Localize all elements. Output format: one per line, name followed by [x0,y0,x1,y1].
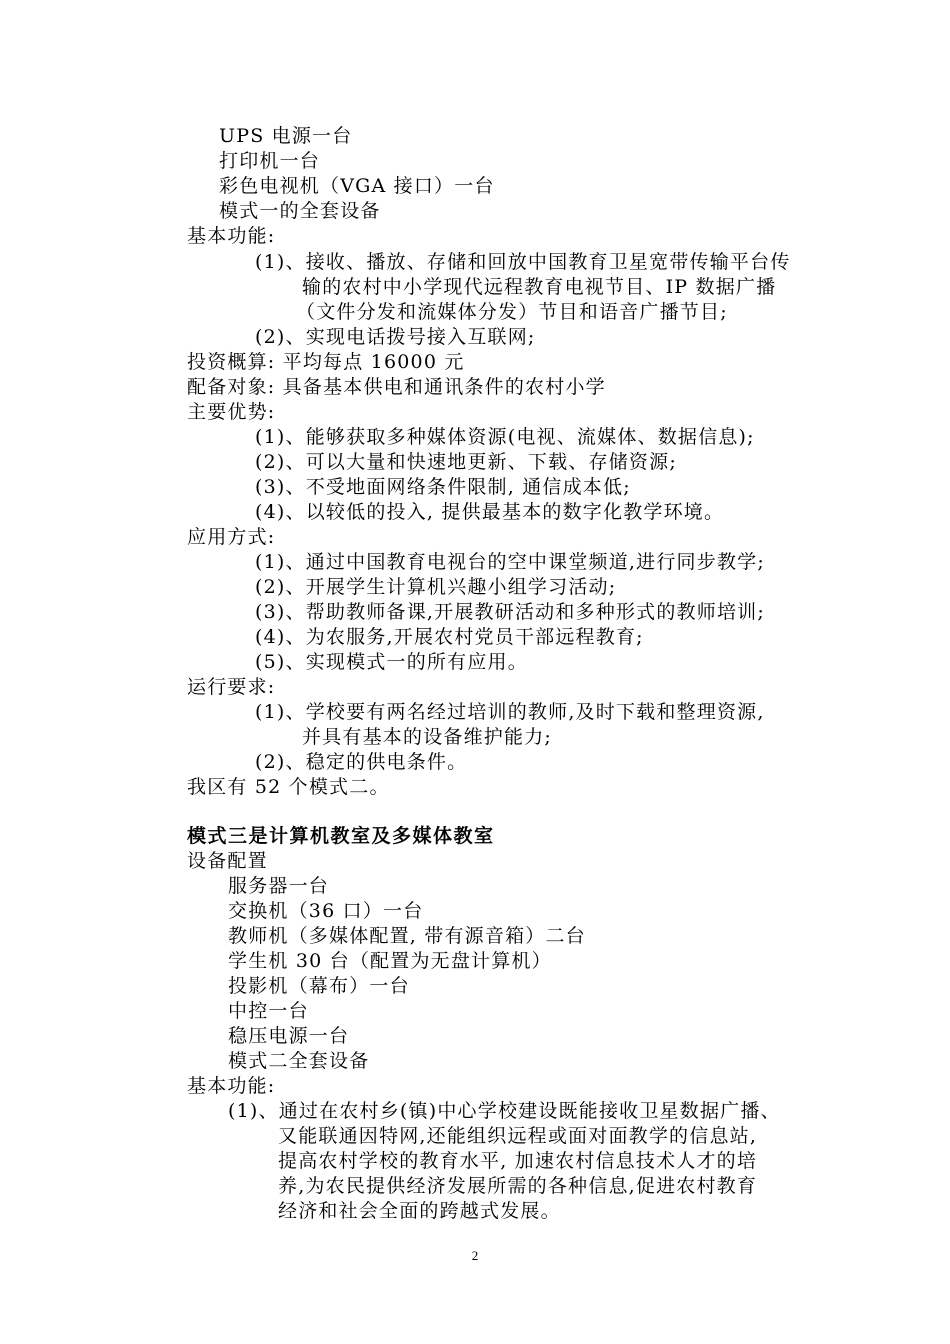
function-item: (1)、通过在农村乡(镇)中心学校建设既能接收卫星数据广播、 [228,1100,781,1122]
application-item: (1)、通过中国教育电视台的空中课堂频道,进行同步教学; [255,551,765,573]
application-item: (2)、开展学生计算机兴趣小组学习活动; [255,576,617,598]
section-label: 运行要求: [187,676,276,698]
function-item: 输的农村中小学现代远程教育电视节目、IP 数据广播 [302,276,777,298]
advantage-item: (2)、可以大量和快速地更新、下载、存储资源; [255,451,677,473]
equipment-line: 投影机（幕布）一台 [228,975,410,997]
equipment-line: 彩色电视机（VGA 接口）一台 [219,175,495,197]
section-label: 主要优势: [187,401,276,423]
equipment-line: 交换机（36 口）一台 [228,900,424,922]
application-item: (5)、实现模式一的所有应用。 [255,651,528,673]
function-item: （文件分发和流媒体分发）节目和语音广播节目; [296,301,728,323]
function-item: 养,为农民提供经济发展所需的各种信息,促进农村教育 [278,1175,758,1197]
section-label: 基本功能: [187,225,276,247]
section-label: 应用方式: [187,526,276,548]
advantage-item: (3)、不受地面网络条件限制, 通信成本低; [255,476,631,498]
page-number: 2 [471,1248,479,1263]
function-item: (1)、接收、播放、存储和回放中国教育卫星宽带传输平台传 [255,251,791,273]
operation-item: (2)、稳定的供电条件。 [255,751,468,773]
equipment-line: 打印机一台 [219,150,321,172]
equipment-line: UPS 电源一台 [219,125,353,147]
equipment-line: 稳压电源一台 [228,1025,350,1047]
equipment-line: 模式二全套设备 [228,1050,370,1072]
summary-line: 我区有 52 个模式二。 [187,776,390,798]
application-item: (3)、帮助教师备课,开展教研活动和多种形式的教师培训; [255,601,765,623]
equipment-line: 模式一的全套设备 [219,200,381,222]
operation-item: 并具有基本的设备维护能力; [302,726,553,748]
function-item: 经济和社会全面的跨越式发展。 [278,1200,561,1222]
equipment-line: 学生机 30 台（配置为无盘计算机） [228,950,552,972]
equipment-line: 中控一台 [228,1000,309,1022]
target-line: 配备对象: 具备基本供电和通讯条件的农村小学 [187,376,606,398]
function-item: (2)、实现电话拨号接入互联网; [255,326,536,348]
advantage-item: (4)、以较低的投入, 提供最基本的数字化教学环境。 [255,501,725,523]
function-item: 提高农村学校的教育水平, 加速农村信息技术人才的培 [278,1150,758,1172]
section-heading: 模式三是计算机教室及多媒体教室 [187,825,495,847]
section-label: 设备配置 [187,850,268,872]
investment-line: 投资概算: 平均每点 16000 元 [187,351,465,373]
advantage-item: (1)、能够获取多种媒体资源(电视、流媒体、数据信息); [255,426,755,448]
section-label: 基本功能: [187,1075,276,1097]
application-item: (4)、为农服务,开展农村党员干部远程教育; [255,626,644,648]
equipment-line: 服务器一台 [228,875,330,897]
equipment-line: 教师机（多媒体配置, 带有源音箱）二台 [228,925,586,947]
operation-item: (1)、学校要有两名经过培训的教师,及时下载和整理资源, [255,701,765,723]
function-item: 又能联通因特网,还能组织远程或面对面教学的信息站, [278,1125,758,1147]
